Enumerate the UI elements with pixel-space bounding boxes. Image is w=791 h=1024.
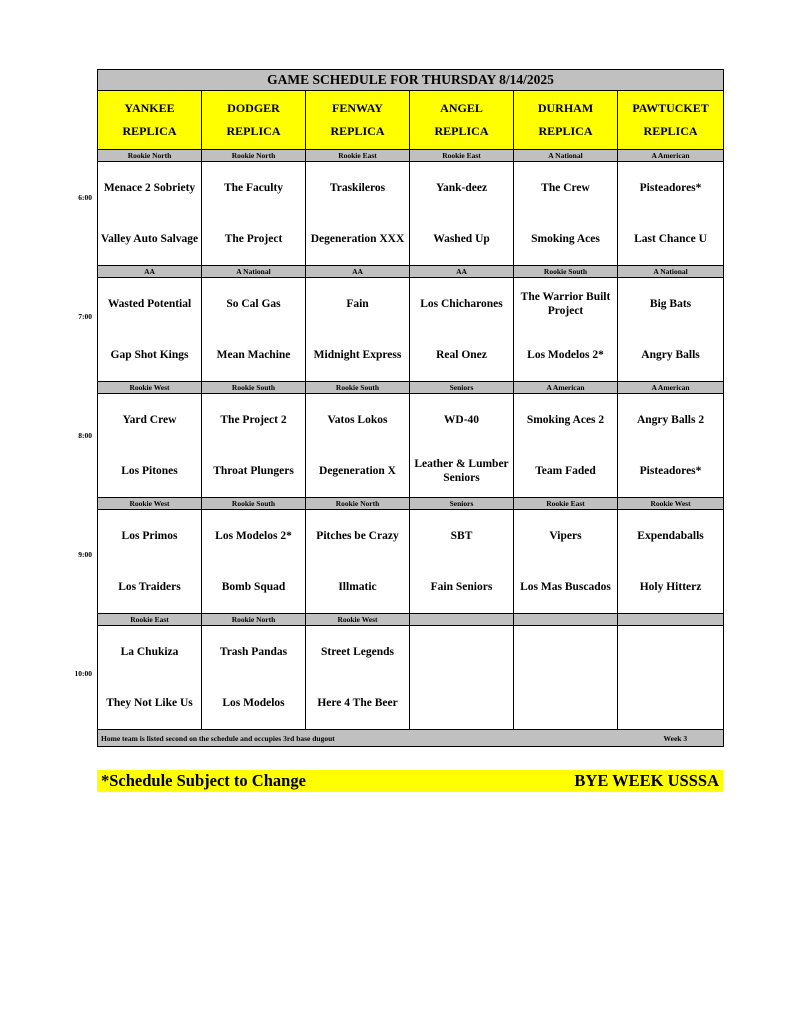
division-label: A National — [202, 266, 306, 278]
game-cell — [202, 510, 306, 614]
home-team: Smoking Aces — [531, 233, 600, 245]
home-team: Mean Machine — [216, 349, 291, 361]
away-team: Los Primos — [121, 530, 178, 542]
time-label: 7:00 — [78, 312, 92, 321]
field-sub: REPLICA — [538, 124, 593, 138]
field-header — [410, 91, 514, 150]
game-cell — [618, 510, 724, 614]
away-team: Menace 2 Sobriety — [103, 182, 196, 194]
home-team: Los Mas Buscados — [520, 581, 611, 593]
away-team: Fain — [346, 298, 369, 310]
division-label: Rookie West — [98, 382, 202, 394]
away-team: WD-40 — [443, 414, 480, 426]
field-header — [98, 91, 202, 150]
home-team: Degeneration X — [319, 465, 396, 477]
game-cell — [514, 162, 618, 266]
division-label: A National — [618, 266, 724, 278]
game-cell — [410, 510, 514, 614]
division-label: Seniors — [410, 382, 514, 394]
division-label: AA — [306, 266, 410, 278]
home-team: Holy Hitterz — [639, 581, 702, 593]
game-cell — [618, 278, 724, 382]
field-name: DURHAM — [537, 101, 594, 115]
division-label: Rookie North — [202, 614, 306, 626]
home-team: They Not Like Us — [106, 697, 193, 709]
division-label: Rookie West — [618, 498, 724, 510]
field-header — [202, 91, 306, 150]
field-name: DODGER — [227, 101, 280, 115]
away-team: La Chukiza — [120, 646, 179, 658]
footer-bar — [97, 770, 723, 792]
game-cell — [202, 626, 306, 730]
game-cell — [618, 162, 724, 266]
time-label: 9:00 — [78, 550, 92, 559]
game-row — [98, 278, 724, 382]
game-cell — [618, 626, 724, 730]
division-label: Rookie East — [98, 614, 202, 626]
field-name: YANKEE — [124, 101, 175, 115]
home-team: Los Modelos 2* — [527, 349, 604, 361]
schedule-title: GAME SCHEDULE FOR THURSDAY 8/14/2025 — [98, 70, 724, 91]
game-cell — [306, 510, 410, 614]
field-sub: REPLICA — [434, 124, 489, 138]
time-label: 6:00 — [78, 193, 92, 202]
game-row — [98, 162, 724, 266]
division-label: Rookie South — [306, 382, 410, 394]
home-team: Fain Seniors — [430, 581, 493, 593]
division-label — [410, 614, 514, 626]
away-team: The Warrior Built Project — [520, 291, 611, 317]
game-cell — [618, 394, 724, 498]
home-team: Real Onez — [436, 349, 487, 361]
division-label: Rookie East — [306, 150, 410, 162]
home-team: Gap Shot Kings — [110, 349, 189, 361]
field-header — [306, 91, 410, 150]
game-cell — [410, 278, 514, 382]
game-cell — [202, 162, 306, 266]
time-label: 10:00 — [74, 669, 92, 678]
home-team: Angry Balls — [641, 349, 700, 361]
game-row — [98, 510, 724, 614]
home-team: Here 4 The Beer — [317, 697, 398, 709]
division-label: AA — [98, 266, 202, 278]
schedule-change-notice: *Schedule Subject to Change — [101, 771, 306, 790]
home-team: Valley Auto Salvage — [100, 233, 199, 245]
game-cell — [98, 626, 202, 730]
away-team: Angry Balls 2 — [636, 414, 705, 426]
division-label: Rookie North — [98, 150, 202, 162]
home-team: Los Pitones — [121, 465, 178, 477]
field-name: ANGEL — [440, 101, 483, 115]
division-label: Rookie East — [410, 150, 514, 162]
home-team: Team Faded — [535, 465, 596, 477]
home-team — [618, 678, 723, 729]
game-cell — [306, 394, 410, 498]
game-cell — [410, 394, 514, 498]
field-name: FENWAY — [332, 101, 383, 115]
away-team: Traskileros — [329, 182, 386, 194]
division-row — [98, 382, 724, 394]
away-team: Yank-deez — [435, 182, 488, 194]
away-team: Los Modelos 2* — [215, 530, 292, 542]
game-cell — [514, 278, 618, 382]
away-team — [410, 627, 513, 678]
game-cell — [410, 626, 514, 730]
division-label: Rookie West — [306, 614, 410, 626]
field-header — [514, 91, 618, 150]
home-team: Los Traiders — [118, 581, 181, 593]
game-cell — [306, 162, 410, 266]
division-row — [98, 614, 724, 626]
home-team: Leather & Lumber Seniors — [414, 458, 509, 484]
away-team — [618, 627, 723, 678]
field-sub: REPLICA — [330, 124, 385, 138]
away-team: The Faculty — [223, 182, 284, 194]
away-team: Street Legends — [321, 646, 394, 658]
game-cell — [410, 162, 514, 266]
home-team-note: Home team is listed second on the schedule and occupies 3rd base dugout — [101, 733, 335, 743]
division-label: Rookie South — [514, 266, 618, 278]
schedule-table — [97, 69, 724, 747]
game-cell — [98, 394, 202, 498]
away-team: So Cal Gas — [226, 298, 281, 310]
title-row — [98, 70, 724, 91]
home-team: Bomb Squad — [221, 581, 286, 593]
division-label — [514, 614, 618, 626]
game-row — [98, 394, 724, 498]
division-label: Seniors — [410, 498, 514, 510]
away-team: Expendaballs — [637, 530, 704, 542]
home-team: Throat Plungers — [213, 465, 294, 477]
game-cell — [514, 394, 618, 498]
division-label: A American — [618, 382, 724, 394]
home-team: The Project — [224, 233, 283, 245]
division-label: A American — [618, 150, 724, 162]
division-label: Rookie North — [202, 150, 306, 162]
away-team: Smoking Aces 2 — [526, 414, 605, 426]
away-team: Wasted Potential — [107, 298, 192, 310]
field-name: PAWTUCKET — [632, 101, 709, 115]
field-header — [618, 91, 724, 150]
game-cell — [98, 162, 202, 266]
away-team: The Project 2 — [220, 414, 287, 426]
away-team: Vatos Lokos — [327, 414, 388, 426]
division-label — [618, 614, 724, 626]
away-team: Yard Crew — [122, 414, 177, 426]
away-team: The Crew — [541, 182, 590, 194]
division-row — [98, 266, 724, 278]
away-team — [514, 627, 617, 678]
game-cell — [98, 278, 202, 382]
away-team: Pisteadores* — [639, 182, 702, 194]
game-cell — [202, 278, 306, 382]
note-cell — [98, 730, 724, 747]
game-cell — [514, 626, 618, 730]
field-sub: REPLICA — [643, 124, 698, 138]
time-label: 8:00 — [78, 431, 92, 440]
away-team: SBT — [450, 530, 473, 542]
home-team — [514, 678, 617, 729]
game-cell — [306, 626, 410, 730]
game-row — [98, 626, 724, 730]
division-label: Rookie East — [514, 498, 618, 510]
game-cell — [202, 394, 306, 498]
division-label: Rookie West — [98, 498, 202, 510]
game-cell — [98, 510, 202, 614]
home-team — [410, 678, 513, 729]
home-team: Midnight Express — [313, 349, 402, 361]
home-team: Last Chance U — [634, 233, 707, 245]
home-team: Los Modelos — [222, 697, 285, 709]
week-label: Week 3 — [663, 733, 688, 743]
home-team: Washed Up — [433, 233, 490, 245]
bye-week-notice: BYE WEEK USSSA — [574, 771, 719, 790]
division-label: AA — [410, 266, 514, 278]
division-row — [98, 150, 724, 162]
away-team: Los Chicharones — [420, 298, 503, 310]
game-cell — [306, 278, 410, 382]
home-team: Illmatic — [338, 581, 377, 593]
division-label: Rookie South — [202, 382, 306, 394]
division-label: A National — [514, 150, 618, 162]
away-team: Trash Pandas — [219, 646, 288, 658]
game-cell — [514, 510, 618, 614]
field-sub: REPLICA — [226, 124, 281, 138]
division-label: A American — [514, 382, 618, 394]
away-team: Big Bats — [649, 298, 692, 310]
note-row — [98, 730, 724, 747]
away-team: Pitches be Crazy — [316, 530, 399, 542]
division-label: Rookie North — [306, 498, 410, 510]
home-team: Pisteadores* — [639, 465, 702, 477]
field-sub: REPLICA — [122, 124, 177, 138]
division-label: Rookie South — [202, 498, 306, 510]
home-team: Degeneration XXX — [310, 233, 405, 245]
division-row — [98, 498, 724, 510]
field-header-row — [98, 91, 724, 150]
away-team: Vipers — [549, 530, 582, 542]
